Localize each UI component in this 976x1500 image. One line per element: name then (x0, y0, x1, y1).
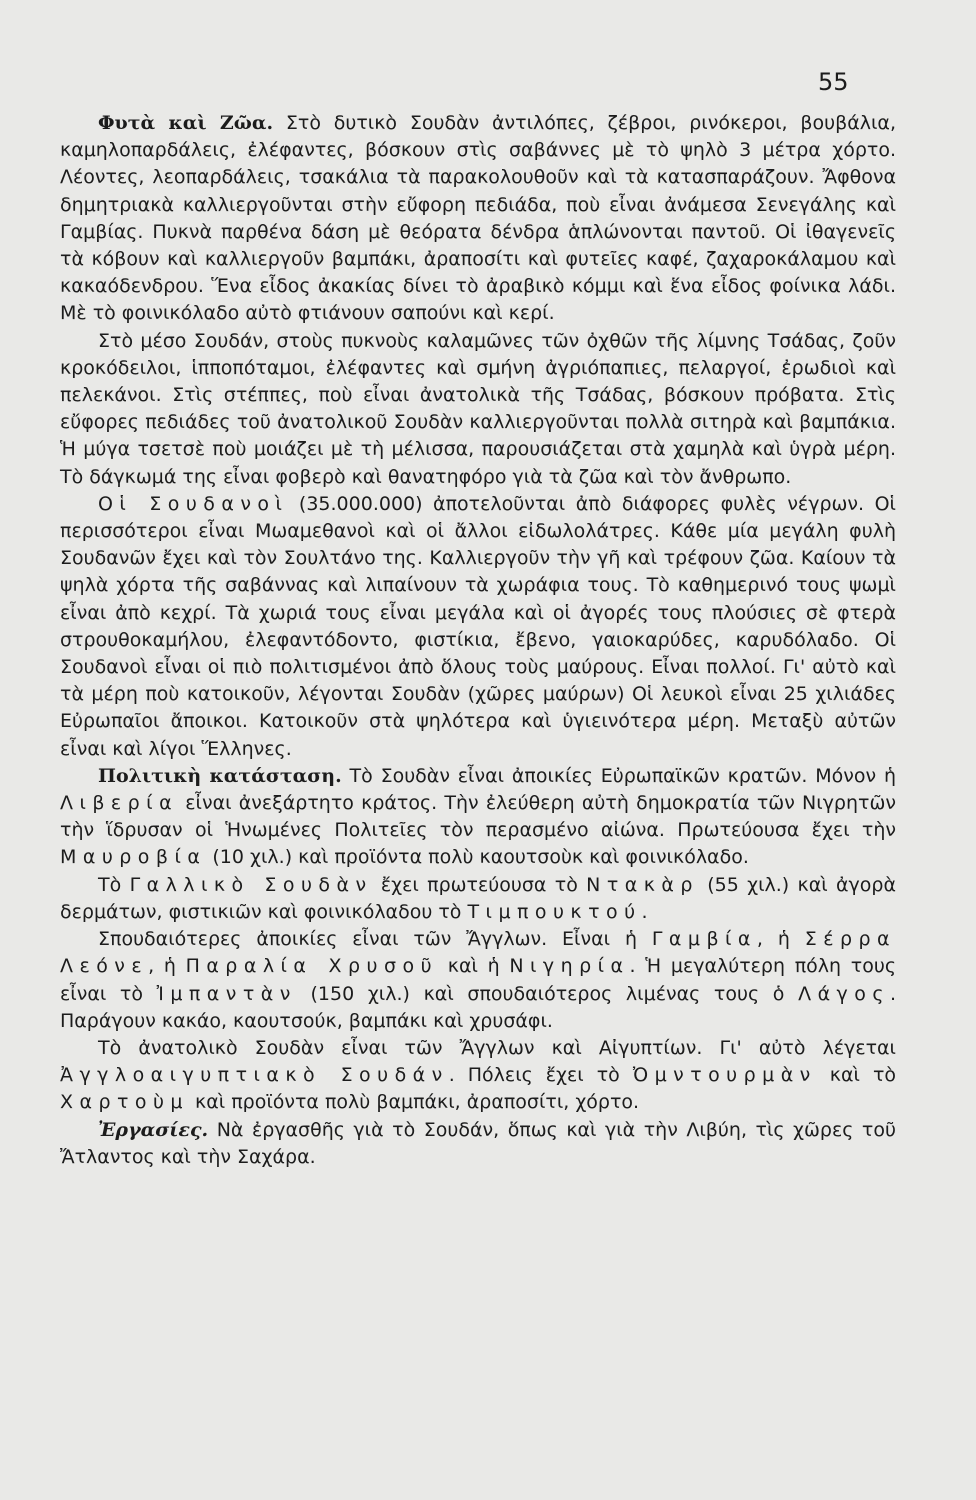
paragraph-text: . Παράγουν κακάο, καουτσούκ, βαμπάκι καὶ χρυσάφι. (60, 982, 896, 1032)
section-heading-plants-animals: Φυτὰ καὶ Ζῶα. (98, 112, 274, 134)
paragraph-text: (55 χιλ.) καὶ ἀγορὰ δερμάτων, φιστικιῶν καὶ φοινικόλαδου τὸ (60, 873, 896, 923)
paragraph-text: (35.000.000) ἀποτελοῦνται ἀπὸ διάφορες φυλὲς νέγρων. Οἱ περισσότεροι εἶναι Μωαμεθανοὶ καὶ οἱ ἄλλοι εἰδωλολάτρες. Κάθε μία μεγάλη φυλὴ Σουδανῶν ἔχει καὶ τὸν Σουλτάνο της. Καλλιεργοῦν τὴν γῆ καὶ τρέφουν ζῶα. Καίουν τὰ ψηλὰ χόρτα τῆς σαβάννας καὶ λιπαίνουν τὰ χωράφια τους. Τὸ καθημερινό τους ψωμὶ εἶναι ἀπὸ κεχρί. Τὰ χωριά τους εἶναι μεγάλα καὶ οἱ ἀγορές τους πλούσιες σὲ φτερὰ στρουθοκαμήλου, ἐλεφαντόδοντο, φιστίκια, ἔβενο, γαιοκαρύδες, καρυδόλαδο. Οἱ Σουδανοὶ εἶναι οἱ πιὸ πολιτισμένοι ἀπὸ ὅλους τοὺς μαύρους. Εἶναι πολλοί. Γι' αὐτὸ καὶ τὰ μέρη ποὺ κατοικοῦν, λέγονται Σουδὰν (χῶρες μαύρων) Οἱ λευκοὶ εἶναι 25 χιλιάδες Εὐρωπαῖοι ἄποικοι. Κατοικοῦν στὰ ψηλότερα καὶ ὑγιεινότερα μέρη. Μεταξὺ αὐτῶν εἶναι καὶ λίγοι Ἕλληνες. (60, 492, 896, 760)
spaced-term: Οἱ Σουδανοὶ (98, 492, 289, 515)
paragraph-text: Σπουδαιότερες ἀποικίες εἶναι τῶν Ἄγγλων. Εἶναι ἡ (98, 928, 652, 951)
body-text (60, 110, 896, 1171)
paragraph-text: (10 χιλ.) καὶ προϊόντα πολὺ καουτσοὺκ καὶ φοινικόλαδο. (206, 846, 749, 869)
paragraph-anglo-egyptian-sudan (60, 1035, 896, 1117)
paragraph-text: (150 χιλ.) καὶ σπουδαιότερος λιμένας τους ὁ (296, 982, 799, 1005)
paragraph-exercises (60, 1117, 896, 1171)
section-heading-exercises: Ἐργασίες. (98, 1118, 209, 1141)
spaced-term: Ἀγγλοαιγυπτιακὸ Σουδάν (60, 1064, 449, 1087)
spaced-term: Σέρρα Λεόνε (60, 928, 896, 978)
paragraph-text: Τὸ Σουδὰν εἶναι ἀποικίες Εὐρωπαϊκῶν κρατῶν. Μόνον ἡ (341, 764, 896, 787)
spaced-term: Γαλλικὸ Σουδὰν (129, 873, 373, 896)
paragraph-text: . Ἡ μεγαλύτερη πόλη τους εἶναι τὸ (60, 955, 896, 1005)
spaced-term: Ντακὰρ (586, 873, 699, 896)
paragraph-text: . Πόλεις ἔχει τὸ (448, 1064, 633, 1087)
paragraph-french-sudan (60, 872, 896, 926)
spaced-term: Τιμπουκτού (467, 900, 642, 923)
paragraph-text: . (641, 900, 648, 923)
spaced-term: Νιγηρία (509, 955, 630, 978)
paragraph-plants-animals (60, 110, 896, 328)
paragraph-text: ἔχει πρωτεύουσα τὸ (372, 873, 587, 896)
paragraph-text: Στὸ δυτικὸ Σουδὰν ἀντιλόπες, ζέβροι, ρινόκεροι, βουβάλια, καμηλοπαρδάλεις, ἐλέφαντες, βόσκουν στὶς σαβάννες μὲ τὸ ψηλὸ 3 μέτρα χόρτο. Λέοντες, λεοπαρδάλεις, τσακάλια τὰ παρακολουθοῦν καὶ τὰ κατασπαράζουν. Ἄφθονα δημητριακὰ καλλιεργοῦνται στὴν εὔφορη πεδιάδα, ποὺ εἶναι ἀνάμεσα Σενεγάλης καὶ Γαμβίας. Πυκνὰ παρθένα δάση μὲ θεόρατα δένδρα ἁπλώνονται παντοῦ. Οἱ ἰθαγενεῖς τὰ κόβουν καὶ καλλιεργοῦν βαμπάκι, ἀραποσίτι καὶ φυτεῖες καφέ, ζαχαροκάλαμου καὶ κακαόδενδρου. Ἕνα εἶδος ἀκακίας δίνει τὸ ἀραβικὸ κόμμι καὶ ἕνα εἶδος φοίνικα λάδι. Μὲ τὸ φοινικόλαδο αὐτὸ φτιάνουν σαπούνι καὶ κερί. (60, 112, 896, 325)
spaced-term: Ἰμπαντὰν (156, 982, 297, 1005)
paragraph-text: Τὸ (98, 873, 130, 896)
paragraph-text: καὶ ἡ (438, 955, 510, 978)
spaced-term: Ὀμντουρμὰν (632, 1064, 817, 1087)
paragraph-text: Τὸ ἀνατολικὸ Σουδὰν εἶναι τῶν Ἄγγλων καὶ Αἰγυπτίων. Γι' αὐτὸ λέγεται (98, 1036, 896, 1059)
paragraph-sudanese-people (60, 491, 896, 763)
spaced-term: Λιβερία (60, 792, 179, 815)
paragraph-text: Νὰ ἐργασθῆς γιὰ τὸ Σουδάν, ὅπως καὶ γιὰ τὴν Λιβύη, τὶς χῶρες τοῦ Ἄτλαντος καὶ τὴν Σαχάρα. (60, 1118, 896, 1168)
spaced-term: Χαρτοὺμ (60, 1091, 189, 1114)
paragraph-text: , ἡ (148, 955, 186, 978)
paragraph-text: , ἡ (756, 928, 805, 951)
paragraph-text: καὶ τὸ (816, 1064, 897, 1087)
spaced-term: Παραλία Χρυσοῦ (185, 955, 439, 978)
paragraph-political-situation (60, 763, 896, 872)
paragraph-english-colonies (60, 926, 896, 1035)
spaced-term: Λάγος (798, 982, 890, 1005)
paragraph-central-sudan: Στὸ μέσο Σουδάν, στοὺς πυκνοὺς καλαμῶνες τῶν ὀχθῶν τῆς λίμνης Τσάδας, ζοῦν κροκόδειλοι, ἱπποπόταμοι, ἐλέφαντες καὶ σμήνη ἀγριόπαπιες, πελαργοί, ἐρωδιοὶ καὶ πελεκάνοι. Στὶς στέππες, ποὺ εἶναι ἀνατολικὰ τῆς Τσάδας, βόσκουν πρόβατα. Στὶς εὔφορες πεδιάδες τοῦ ἀνατολικοῦ Σουδὰν καλλιεργοῦνται πολλὰ σιτηρὰ καὶ βαμπάκια. Ἡ μύγα τσετσὲ ποὺ μοιάζει μὲ τὴ μέλισσα, παρουσιάζεται στὰ χαμηλὰ καὶ ὑγρὰ μέρη. Τὸ δάγκωμά της εἶναι φοβερὸ καὶ θανατηφόρο γιὰ τὰ ζῶα καὶ τὸν ἄνθρωπο. (60, 329, 896, 488)
paragraph-text: καὶ προϊόντα πολὺ βαμπάκι, ἀραποσίτι, χόρτο. (188, 1091, 640, 1114)
spaced-term: Μαυροβία (60, 846, 207, 869)
paragraph-text: εἶναι ἀνεξάρτητο κράτος. Τὴν ἐλεύθερη αὐτὴ δημοκρατία τῶν Νιγρητῶν τὴν ἵδρυσαν οἱ Ἡνωμένες Πολιτεῖες τὸν περασμένο αἰώνα. Πρωτεύουσα ἔχει τὴν (60, 792, 896, 842)
spaced-term: Γαμβία (651, 928, 757, 951)
section-heading-political: Πολιτικὴ κατάσταση. (98, 764, 342, 787)
page-number: 55 (818, 68, 849, 96)
